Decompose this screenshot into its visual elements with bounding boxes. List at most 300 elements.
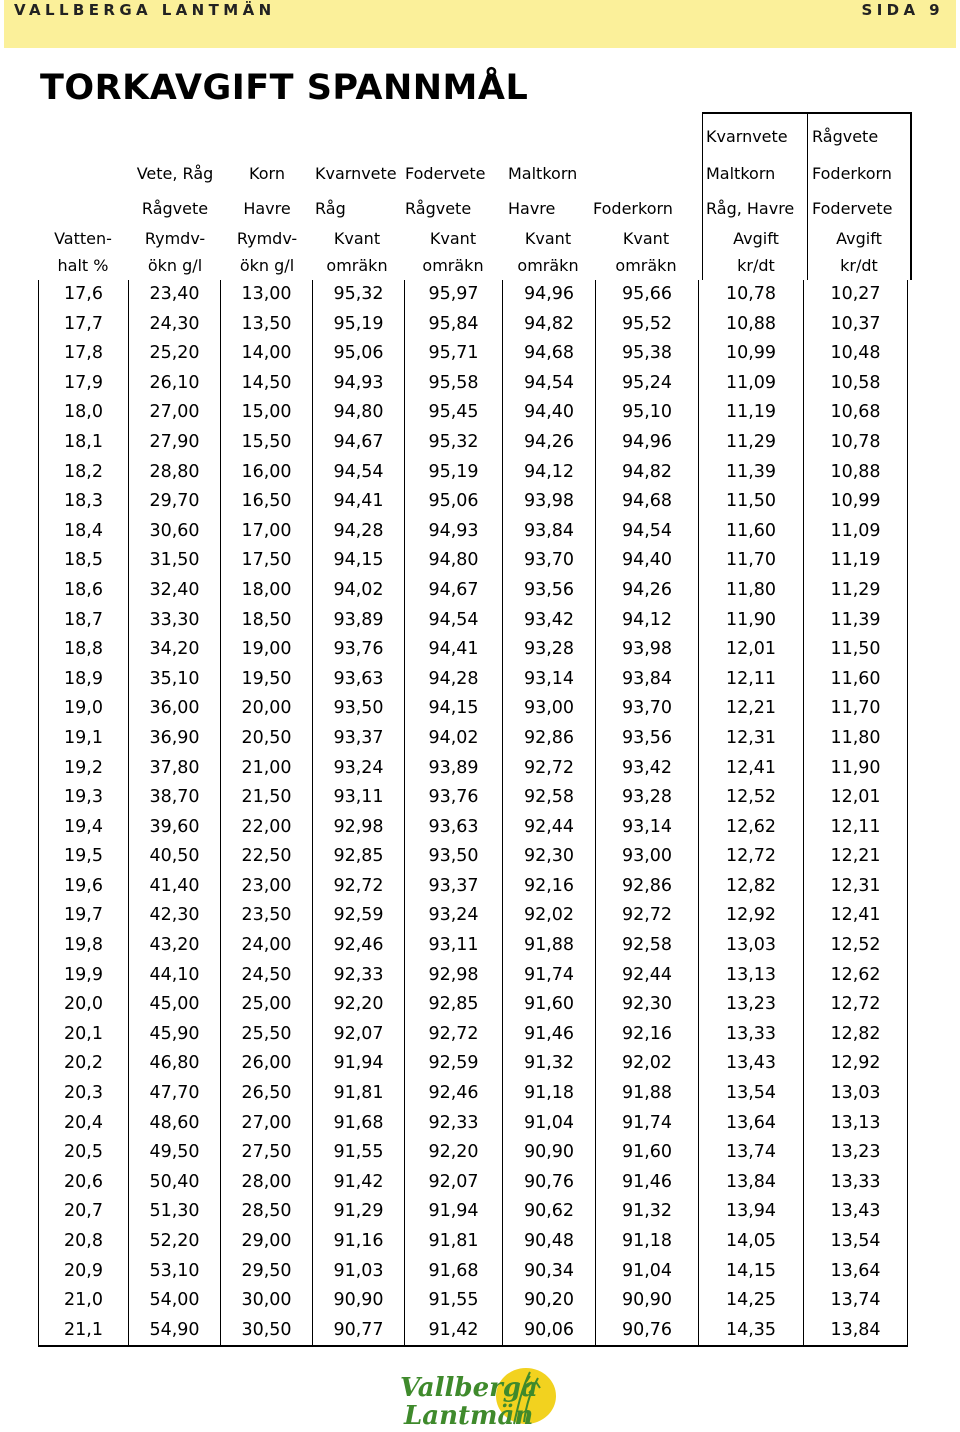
- table-cell: 53,10: [129, 1257, 221, 1287]
- table-cell: 12,21: [699, 694, 804, 724]
- table-row: [39, 517, 908, 547]
- table-row: [39, 990, 908, 1020]
- table-row: [39, 546, 908, 576]
- header-r1-c5: Maltkorn: [508, 164, 578, 183]
- table-cell: 26,50: [221, 1079, 313, 1109]
- table-cell: 92,16: [596, 1020, 699, 1050]
- table-cell: 24,00: [221, 931, 313, 961]
- table-cell: 48,60: [129, 1109, 221, 1139]
- table-cell: 93,37: [313, 724, 405, 754]
- table-cell: 92,98: [313, 813, 405, 843]
- table-cell: 18,8: [39, 635, 129, 665]
- table-row: [39, 724, 908, 754]
- table-cell: 12,62: [804, 961, 908, 991]
- table-cell: 95,97: [405, 280, 503, 310]
- table-cell: 91,74: [503, 961, 596, 991]
- table-cell: 94,82: [503, 310, 596, 340]
- table-cell: 45,90: [129, 1020, 221, 1050]
- table-cell: 91,88: [596, 1079, 699, 1109]
- table-cell: 13,54: [804, 1227, 908, 1257]
- table-cell: 28,80: [129, 458, 221, 488]
- table-cell: 91,81: [405, 1227, 503, 1257]
- table-row: [39, 813, 908, 843]
- table-cell: 93,14: [503, 665, 596, 695]
- table-cell: 36,00: [129, 694, 221, 724]
- table-cell: 46,80: [129, 1049, 221, 1079]
- table-cell: 92,30: [503, 842, 596, 872]
- table-cell: 94,15: [313, 546, 405, 576]
- table-cell: 14,25: [699, 1286, 804, 1316]
- table-cell: 91,94: [313, 1049, 405, 1079]
- table-cell: 93,11: [405, 931, 503, 961]
- table-cell: 91,94: [405, 1197, 503, 1227]
- table-cell: 93,89: [313, 606, 405, 636]
- header-r1-c2: Korn: [249, 164, 285, 183]
- table-cell: 11,70: [804, 694, 908, 724]
- header-ragvete-top: Rågvete: [812, 127, 879, 146]
- table-row: [39, 754, 908, 784]
- table-cell: 10,99: [699, 339, 804, 369]
- table-cell: 38,70: [129, 783, 221, 813]
- table-cell: 93,63: [313, 665, 405, 695]
- table-cell: 24,50: [221, 961, 313, 991]
- table-cell: 95,06: [405, 487, 503, 517]
- table-cell: 12,21: [804, 842, 908, 872]
- table-cell: 11,09: [699, 369, 804, 399]
- table-cell: 13,50: [221, 310, 313, 340]
- table-cell: 92,44: [503, 813, 596, 843]
- header-box-right: [910, 112, 912, 280]
- table-cell: 94,68: [503, 339, 596, 369]
- table-cell: 27,00: [221, 1109, 313, 1139]
- table-cell: 45,00: [129, 990, 221, 1020]
- table-row: [39, 1049, 908, 1079]
- table-cell: 95,06: [313, 339, 405, 369]
- table-cell: 43,20: [129, 931, 221, 961]
- table-cell: 18,9: [39, 665, 129, 695]
- table-cell: 90,90: [313, 1286, 405, 1316]
- table-cell: 27,00: [129, 398, 221, 428]
- header-r3-c1: Rymdv-: [144, 229, 206, 248]
- table-cell: 28,50: [221, 1197, 313, 1227]
- table-cell: 30,00: [221, 1286, 313, 1316]
- header-r3-c7: Avgift: [733, 229, 779, 248]
- table-cell: 91,81: [313, 1079, 405, 1109]
- table-cell: 95,84: [405, 310, 503, 340]
- table-cell: 90,90: [596, 1286, 699, 1316]
- table-cell: 13,00: [221, 280, 313, 310]
- table-cell: 90,34: [503, 1257, 596, 1287]
- header-r1-c1: Vete, Råg: [136, 164, 214, 183]
- table-cell: 20,3: [39, 1079, 129, 1109]
- header-r4-c1: ökn g/l: [147, 256, 203, 275]
- header-kvarnvete-top: Kvarnvete: [706, 127, 788, 146]
- table-cell: 15,00: [221, 398, 313, 428]
- table-cell: 30,50: [221, 1316, 313, 1347]
- table-cell: 92,59: [313, 901, 405, 931]
- table-cell: 91,42: [313, 1168, 405, 1198]
- table-row: [39, 872, 908, 902]
- table-cell: 28,00: [221, 1168, 313, 1198]
- table-cell: 17,50: [221, 546, 313, 576]
- table-row: [39, 1227, 908, 1257]
- table-cell: 94,54: [405, 606, 503, 636]
- table-cell: 90,90: [503, 1138, 596, 1168]
- table-row: [39, 369, 908, 399]
- table-cell: 13,94: [699, 1197, 804, 1227]
- table-cell: 13,84: [699, 1168, 804, 1198]
- header-r1-c4: Fodervete: [405, 164, 486, 183]
- table-row: [39, 1079, 908, 1109]
- table-cell: 24,30: [129, 310, 221, 340]
- table-cell: 11,39: [699, 458, 804, 488]
- table-cell: 92,20: [405, 1138, 503, 1168]
- table-cell: 22,50: [221, 842, 313, 872]
- table-row: [39, 901, 908, 931]
- header-r2-c5: Havre: [508, 199, 556, 218]
- table-row: [39, 961, 908, 991]
- table-cell: 94,12: [596, 606, 699, 636]
- table-cell: 13,43: [699, 1049, 804, 1079]
- table-cell: 52,20: [129, 1227, 221, 1257]
- table-cell: 25,20: [129, 339, 221, 369]
- table-cell: 40,50: [129, 842, 221, 872]
- table-cell: 92,02: [596, 1049, 699, 1079]
- table-cell: 11,29: [699, 428, 804, 458]
- header-r3-c4: Kvant: [429, 229, 477, 248]
- table-cell: 92,02: [503, 901, 596, 931]
- table-cell: 92,58: [596, 931, 699, 961]
- table-cell: 94,02: [405, 724, 503, 754]
- table-row: [39, 1257, 908, 1287]
- table-cell: 19,8: [39, 931, 129, 961]
- table-row: [39, 842, 908, 872]
- table-row: [39, 1286, 908, 1316]
- table-cell: 15,50: [221, 428, 313, 458]
- table-cell: 92,72: [405, 1020, 503, 1050]
- table-cell: 91,04: [503, 1109, 596, 1139]
- table-cell: 94,67: [313, 428, 405, 458]
- table-cell: 92,98: [405, 961, 503, 991]
- table-cell: 91,29: [313, 1197, 405, 1227]
- table-cell: 92,16: [503, 872, 596, 902]
- table-cell: 16,00: [221, 458, 313, 488]
- table-cell: 90,62: [503, 1197, 596, 1227]
- table-cell: 20,6: [39, 1168, 129, 1198]
- table-cell: 11,19: [804, 546, 908, 576]
- table-cell: 33,30: [129, 606, 221, 636]
- header-r3-c3: Kvant: [333, 229, 381, 248]
- table-cell: 12,92: [804, 1049, 908, 1079]
- table-cell: 94,82: [596, 458, 699, 488]
- header-r3-c8: Avgift: [836, 229, 882, 248]
- table-cell: 12,72: [804, 990, 908, 1020]
- table-row: [39, 310, 908, 340]
- header-r2-c3: Råg: [315, 199, 346, 218]
- table-cell: 13,23: [804, 1138, 908, 1168]
- table-cell: 91,18: [503, 1079, 596, 1109]
- header-r2-c8: Fodervete: [812, 199, 893, 218]
- header-r4-c8: kr/dt: [840, 256, 878, 275]
- table-cell: 37,80: [129, 754, 221, 784]
- header-box-mid: [807, 112, 808, 280]
- table-cell: 94,93: [405, 517, 503, 547]
- table-cell: 14,35: [699, 1316, 804, 1347]
- table-cell: 95,19: [313, 310, 405, 340]
- table-cell: 95,32: [313, 280, 405, 310]
- table-cell: 12,52: [804, 931, 908, 961]
- table-cell: 94,28: [313, 517, 405, 547]
- table-cell: 25,50: [221, 1020, 313, 1050]
- table-cell: 19,0: [39, 694, 129, 724]
- table-row: [39, 665, 908, 695]
- table-cell: 13,43: [804, 1197, 908, 1227]
- table-cell: 12,31: [699, 724, 804, 754]
- table-cell: 20,00: [221, 694, 313, 724]
- table-cell: 17,6: [39, 280, 129, 310]
- table-cell: 90,76: [596, 1316, 699, 1347]
- table-cell: 12,01: [804, 783, 908, 813]
- table-cell: 93,98: [596, 635, 699, 665]
- table-row: [39, 339, 908, 369]
- table-cell: 10,99: [804, 487, 908, 517]
- table-cell: 92,20: [313, 990, 405, 1020]
- table-cell: 13,03: [699, 931, 804, 961]
- table-cell: 18,50: [221, 606, 313, 636]
- table-cell: 27,90: [129, 428, 221, 458]
- table-cell: 54,90: [129, 1316, 221, 1347]
- table-cell: 95,19: [405, 458, 503, 488]
- table-row: [39, 606, 908, 636]
- table-cell: 18,6: [39, 576, 129, 606]
- table-cell: 95,66: [596, 280, 699, 310]
- table-cell: 94,96: [596, 428, 699, 458]
- table-cell: 10,88: [804, 458, 908, 488]
- table-cell: 91,32: [503, 1049, 596, 1079]
- table-cell: 34,20: [129, 635, 221, 665]
- table-cell: 13,23: [699, 990, 804, 1020]
- table-cell: 21,1: [39, 1316, 129, 1347]
- table-cell: 94,93: [313, 369, 405, 399]
- table-cell: 11,09: [804, 517, 908, 547]
- table-cell: 10,58: [804, 369, 908, 399]
- table-cell: 92,07: [405, 1168, 503, 1198]
- table-cell: 11,90: [804, 754, 908, 784]
- table-cell: 93,28: [596, 783, 699, 813]
- table-cell: 90,48: [503, 1227, 596, 1257]
- header-r3-c5: Kvant: [524, 229, 572, 248]
- brand-name: VALLBERGA LANTMÄN: [14, 1, 276, 19]
- table-cell: 14,05: [699, 1227, 804, 1257]
- table-cell: 12,41: [804, 901, 908, 931]
- table-cell: 91,16: [313, 1227, 405, 1257]
- table-cell: 17,7: [39, 310, 129, 340]
- table-cell: 19,00: [221, 635, 313, 665]
- table-cell: 91,60: [596, 1138, 699, 1168]
- table-cell: 30,60: [129, 517, 221, 547]
- header-r3-c6: Kvant: [622, 229, 670, 248]
- table-cell: 92,58: [503, 783, 596, 813]
- table-cell: 90,76: [503, 1168, 596, 1198]
- table-cell: 93,28: [503, 635, 596, 665]
- table-cell: 91,88: [503, 931, 596, 961]
- table-cell: 13,54: [699, 1079, 804, 1109]
- table-cell: 26,10: [129, 369, 221, 399]
- header-r4-c4: omräkn: [422, 256, 484, 275]
- table-cell: 12,52: [699, 783, 804, 813]
- table-cell: 93,56: [596, 724, 699, 754]
- table-cell: 10,37: [804, 310, 908, 340]
- table-cell: 94,12: [503, 458, 596, 488]
- table-cell: 92,46: [313, 931, 405, 961]
- table-cell: 94,02: [313, 576, 405, 606]
- table-cell: 95,52: [596, 310, 699, 340]
- header-r2-c4: Rågvete: [405, 199, 472, 218]
- table-cell: 90,20: [503, 1286, 596, 1316]
- table-cell: 36,90: [129, 724, 221, 754]
- table-cell: 13,74: [699, 1138, 804, 1168]
- page-header-bar: [4, 0, 956, 48]
- table-cell: 12,92: [699, 901, 804, 931]
- table-cell: 13,74: [804, 1286, 908, 1316]
- table-cell: 92,33: [313, 961, 405, 991]
- table-cell: 92,44: [596, 961, 699, 991]
- table-cell: 18,1: [39, 428, 129, 458]
- table-cell: 16,50: [221, 487, 313, 517]
- table-cell: 19,9: [39, 961, 129, 991]
- table-cell: 93,42: [596, 754, 699, 784]
- table-cell: 93,98: [503, 487, 596, 517]
- table-cell: 20,0: [39, 990, 129, 1020]
- table-cell: 20,8: [39, 1227, 129, 1257]
- table-cell: 13,64: [804, 1257, 908, 1287]
- header-r4-c0: halt %: [57, 256, 109, 275]
- table-cell: 19,3: [39, 783, 129, 813]
- table-cell: 12,62: [699, 813, 804, 843]
- table-cell: 93,89: [405, 754, 503, 784]
- table-cell: 22,00: [221, 813, 313, 843]
- table-cell: 17,8: [39, 339, 129, 369]
- table-cell: 91,46: [596, 1168, 699, 1198]
- logo-text-line1: Vallberga: [400, 1373, 538, 1403]
- table-cell: 13,03: [804, 1079, 908, 1109]
- table-cell: 29,50: [221, 1257, 313, 1287]
- table-cell: 18,7: [39, 606, 129, 636]
- table-cell: 29,70: [129, 487, 221, 517]
- table-cell: 12,31: [804, 872, 908, 902]
- table-cell: 11,60: [699, 517, 804, 547]
- header-r4-c3: omräkn: [326, 256, 388, 275]
- table-cell: 91,42: [405, 1316, 503, 1347]
- table-cell: 94,41: [405, 635, 503, 665]
- table-cell: 92,72: [503, 754, 596, 784]
- table-cell: 19,7: [39, 901, 129, 931]
- table-row: [39, 1316, 908, 1347]
- table-cell: 47,70: [129, 1079, 221, 1109]
- table-body: [39, 280, 908, 1346]
- table-cell: 92,85: [405, 990, 503, 1020]
- table-cell: 12,01: [699, 635, 804, 665]
- table-row: [39, 1020, 908, 1050]
- header-r1-c8: Foderkorn: [812, 164, 892, 183]
- table-cell: 20,7: [39, 1197, 129, 1227]
- table-cell: 29,00: [221, 1227, 313, 1257]
- table-cell: 10,68: [804, 398, 908, 428]
- table-cell: 14,15: [699, 1257, 804, 1287]
- table-cell: 92,86: [503, 724, 596, 754]
- table-cell: 90,06: [503, 1316, 596, 1347]
- table-cell: 92,33: [405, 1109, 503, 1139]
- table-row: [39, 280, 908, 310]
- page-number: SIDA 9: [861, 1, 944, 19]
- table-cell: 12,11: [804, 813, 908, 843]
- header-r1-c7: Maltkorn: [706, 164, 776, 183]
- table-cell: 10,48: [804, 339, 908, 369]
- table-cell: 12,11: [699, 665, 804, 695]
- table-cell: 91,55: [313, 1138, 405, 1168]
- header-r4-c2: ökn g/l: [239, 256, 295, 275]
- table-cell: 94,54: [313, 458, 405, 488]
- table-cell: 94,80: [405, 546, 503, 576]
- table-cell: 20,50: [221, 724, 313, 754]
- table-cell: 32,40: [129, 576, 221, 606]
- table-cell: 95,71: [405, 339, 503, 369]
- table-cell: 94,26: [596, 576, 699, 606]
- table-cell: 94,26: [503, 428, 596, 458]
- table-cell: 92,46: [405, 1079, 503, 1109]
- table-cell: 19,5: [39, 842, 129, 872]
- table-cell: 19,4: [39, 813, 129, 843]
- table-cell: 35,10: [129, 665, 221, 695]
- table-cell: 95,10: [596, 398, 699, 428]
- table-cell: 12,72: [699, 842, 804, 872]
- table-cell: 93,42: [503, 606, 596, 636]
- table-cell: 92,86: [596, 872, 699, 902]
- table-cell: 93,70: [596, 694, 699, 724]
- table-row: [39, 1109, 908, 1139]
- table-cell: 93,50: [405, 842, 503, 872]
- table-cell: 20,4: [39, 1109, 129, 1139]
- table-cell: 20,1: [39, 1020, 129, 1050]
- table-cell: 19,50: [221, 665, 313, 695]
- table-cell: 49,50: [129, 1138, 221, 1168]
- table-cell: 12,82: [699, 872, 804, 902]
- table-cell: 13,13: [804, 1109, 908, 1139]
- table-cell: 91,18: [596, 1227, 699, 1257]
- header-r4-c5: omräkn: [517, 256, 579, 275]
- table-cell: 95,24: [596, 369, 699, 399]
- table-cell: 91,32: [596, 1197, 699, 1227]
- table-cell: 94,40: [503, 398, 596, 428]
- header-r2-c6: Foderkorn: [593, 199, 673, 218]
- header-r1-c3: Kvarnvete: [315, 164, 397, 183]
- table-cell: 94,28: [405, 665, 503, 695]
- table-cell: 93,00: [596, 842, 699, 872]
- table-cell: 27,50: [221, 1138, 313, 1168]
- table-cell: 93,63: [405, 813, 503, 843]
- table-cell: 93,84: [596, 665, 699, 695]
- table-cell: 14,00: [221, 339, 313, 369]
- table-cell: 91,68: [405, 1257, 503, 1287]
- table-cell: 18,5: [39, 546, 129, 576]
- table-row: [39, 398, 908, 428]
- table-row: [39, 783, 908, 813]
- table-row: [39, 487, 908, 517]
- table-cell: 93,84: [503, 517, 596, 547]
- table-cell: 92,72: [313, 872, 405, 902]
- table-cell: 19,2: [39, 754, 129, 784]
- table-cell: 18,2: [39, 458, 129, 488]
